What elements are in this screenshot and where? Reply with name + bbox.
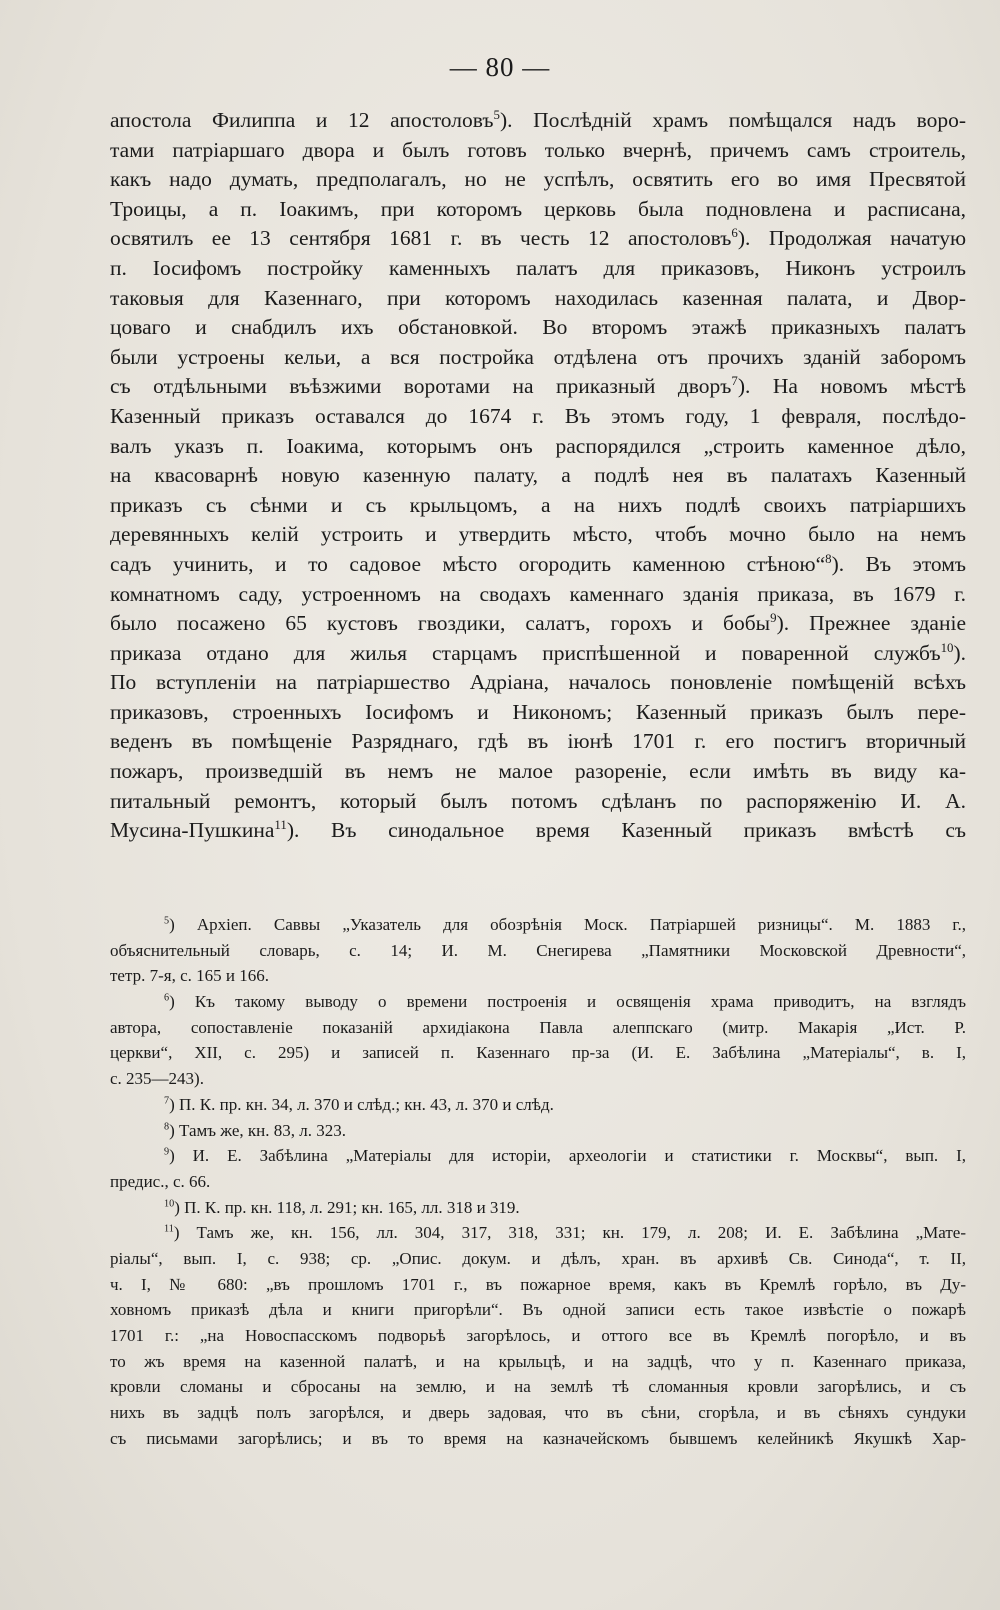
footnote-text: ) Къ такому выводу о времени построенія и освященія храма приводитъ, на взглядъ (169, 992, 966, 1012)
text-line-continuation: ). Продолжая начатую (737, 226, 966, 251)
text-line (110, 816, 966, 846)
footnote-text: съ письмами загорѣлись; и въ то время на казначейскомъ бывшемъ келейникѣ Якушкѣ Хар- (110, 1428, 966, 1448)
footnote-line (110, 1426, 966, 1452)
footnote-line (110, 1400, 966, 1426)
text-line-content: приказа отдано для жилья старцамъ приспѣшенной и поваренной службъ (110, 640, 941, 665)
footnote-marker: 6 (731, 226, 738, 241)
footnote-text: ) П. К. пр. кн. 34, л. 370 и слѣд.; кн. 43, л. 370 и слѣд. (169, 1094, 554, 1114)
footnote-line (110, 1092, 966, 1118)
footnote-line (110, 1040, 966, 1066)
text-line (110, 461, 966, 491)
text-line-content: какъ надо думать, предполагалъ, но не успѣлъ, освятить его во имя Пресвятой (110, 167, 966, 192)
footnote-text: ) И. Е. Забѣлина „Матеріалы для исторіи, археологіи и статистики г. Москвы“, вып. I, (169, 1146, 966, 1166)
footnote-text: автора, сопоставленіе показаній архидіакона Павла алеппскаго (митр. Макарія „Ист. Р. (110, 1017, 966, 1037)
text-line (110, 224, 966, 254)
footnote-marker: 11 (274, 818, 287, 833)
text-line (110, 284, 966, 314)
text-line-continuation: ). Въ этомъ (831, 551, 966, 576)
text-line-content: были устроены кельи, а вся постройка отдѣлена отъ прочихъ зданій заборомъ (110, 344, 966, 369)
text-line (110, 343, 966, 373)
footnote-line (110, 1349, 966, 1375)
footnote-text: с. 235—243). (110, 1069, 204, 1089)
footnote-line (110, 912, 966, 938)
text-line-content: комнатномъ саду, устроенномъ на сводахъ каменнаго зданія приказа, въ 1679 г. (110, 581, 966, 606)
footnote-line (110, 1195, 966, 1221)
text-line-content: приказовъ, строенныхъ Іосифомъ и Никономъ; Казенный приказъ былъ пере- (110, 699, 966, 724)
text-line (110, 580, 966, 610)
footnote-text: ) Тамъ же, кн. 156, лл. 304, 317, 318, 331; кн. 179, л. 208; И. Е. Забѣлина „Мате- (173, 1223, 966, 1243)
footnote-line (110, 938, 966, 964)
footnote-number: 5 (164, 915, 170, 927)
footnote-line (110, 963, 966, 989)
text-line (110, 254, 966, 284)
text-line-content: освятилъ ее 13 сентября 1681 г. въ честь 12 апостоловъ (110, 226, 732, 251)
footnote-text: церкви“, XII, с. 295) и записей п. Казеннаго пр-за (И. Е. Забѣлина „Матеріалы“, в. I, (110, 1043, 966, 1063)
footnote-line (110, 1066, 966, 1092)
text-line-content: Троицы, а п. Іоакимъ, при которомъ церковь была подновлена и расписана, (110, 196, 966, 221)
footnote-text: ) Тамъ же, кн. 83, л. 323. (169, 1120, 346, 1140)
text-line-content: съ отдѣльными въѣзжими воротами на приказный дворъ (110, 374, 732, 399)
text-line-content: цоваго и снабдилъ ихъ обстановкой. Во второмъ этажѣ приказныхъ палатъ (110, 315, 966, 340)
text-line-continuation: ). Въ синодальное время Казенный приказъ вмѣстѣ съ (286, 818, 966, 843)
footnote-number: 10 (164, 1197, 175, 1209)
footnote-text: ч. I, № 680: „въ прошломъ 1701 г., въ пожарное время, какъ въ Кремлѣ горѣло, въ Ду- (110, 1274, 966, 1294)
footnote-text: ховномъ приказѣ дѣла и книги пригорѣли“. Въ одной записи есть такое извѣстіе о пожарѣ (110, 1300, 966, 1320)
footnote-line (110, 1246, 966, 1272)
footnote-number: 8 (164, 1120, 170, 1132)
text-line (110, 698, 966, 728)
text-line (110, 372, 966, 402)
footnotes (110, 912, 966, 1451)
text-line-continuation: ). Послѣдній храмъ помѣщался надъ воро- (499, 108, 966, 132)
text-line-content: Мусина-Пушкина (110, 818, 275, 843)
text-line-content: пожаръ, произведшій въ немъ не малое разореніе, если имѣть въ виду ка- (110, 759, 966, 784)
footnote-line (110, 1323, 966, 1349)
text-line-content: По вступленіи на патріаршество Адріана, началось поновленіе помѣщеній всѣхъ (110, 670, 966, 695)
text-line-content: Казенный приказъ оставался до 1674 г. Въ этомъ году, 1 февраля, послѣдо- (110, 403, 966, 428)
text-line (110, 609, 966, 639)
footnote-line (110, 989, 966, 1015)
text-line-content: садъ учинить, и то садовое мѣсто огородить каменною стѣною“ (110, 551, 826, 576)
footnote-marker: 7 (731, 374, 738, 389)
footnote-line (110, 1143, 966, 1169)
footnote-text: объяснительный словарь, с. 14; И. М. Снегирева „Памятники Московской Древности“, (110, 940, 966, 960)
text-line (110, 402, 966, 432)
footnote-text: ) Архіеп. Саввы „Указатель для обозрѣнія Моск. Патріаршей ризницы“. М. 1883 г., (169, 915, 966, 934)
text-line-content: питальный ремонтъ, который былъ потомъ сдѣланъ по распоряженію И. А. (110, 788, 966, 813)
footnote-text: 1701 г.: „на Новоспасскомъ подворьѣ загорѣлось, и оттого все въ Кремлѣ погорѣло, и въ (110, 1326, 966, 1345)
footnote-text: ріалы“, вып. I, с. 938; ср. „Опис. докум. и дѣлъ, хран. въ архивѣ Св. Синода“, т. II, (110, 1248, 966, 1268)
footnote-marker: 9 (770, 610, 777, 625)
text-line (110, 432, 966, 462)
footnote-text: нихъ въ задцѣ полъ загорѣлся, и дверь задовая, что въ сѣни, сгорѣла, и въ сѣняхъ сундуки (110, 1403, 966, 1423)
footnote-marker: 5 (493, 107, 500, 122)
text-line-continuation: ). На новомъ мѣстѣ (737, 374, 966, 399)
text-line (110, 550, 966, 580)
text-line (110, 165, 966, 195)
footnote-line (110, 1374, 966, 1400)
footnote-line (110, 1297, 966, 1323)
page-number: — 80 — (449, 52, 551, 82)
footnote-number: 6 (164, 992, 170, 1004)
footnote-text: кровли сломаны и сбросаны на землю, и на землѣ тѣ сломанныя кровли загорѣлись, и съ (110, 1377, 966, 1397)
footnote-line (110, 1015, 966, 1041)
footnote-line (110, 1169, 966, 1195)
footnote-line (110, 1220, 966, 1246)
footnote-text: то жъ время на казенной палатѣ, и на крыльцѣ, и на задцѣ, что у п. Казеннаго приказа, (110, 1351, 966, 1371)
text-line-content: приказъ съ сѣнми и съ крыльцомъ, а на нихъ подлѣ своихъ патріаршихъ (110, 492, 966, 517)
text-line (110, 491, 966, 521)
footnote-line (110, 1118, 966, 1144)
footnote-marker: 8 (825, 551, 832, 566)
text-line (110, 313, 966, 343)
text-line (110, 520, 966, 550)
text-line-content: апостола Филиппа и 12 апостоловъ (110, 108, 494, 132)
main-text (110, 106, 966, 846)
text-line-content: деревянныхъ келій устроить и утвердить мѣсто, чтобъ мочно было на немъ (110, 522, 966, 547)
footnote-text: предис., с. 66. (110, 1171, 211, 1191)
text-line-continuation: ). Прежнее зданіе (776, 611, 966, 636)
text-line (110, 195, 966, 225)
text-line-content: тами патріаршаго двора и былъ готовъ только вчернѣ, причемъ самъ строитель, (110, 137, 966, 162)
text-line-continuation: ). (953, 640, 966, 665)
text-line-content: на квасоварнѣ новую казенную палату, а подлѣ нея въ палатахъ Казенный (110, 463, 966, 488)
footnote-text: тетр. 7-я, с. 165 и 166. (110, 966, 269, 986)
text-line (110, 639, 966, 669)
text-line (110, 757, 966, 787)
text-line (110, 106, 966, 136)
text-line (110, 136, 966, 166)
text-line-content: было посажено 65 кустовъ гвоздики, салатъ, горохъ и бобы (110, 611, 771, 636)
text-line (110, 668, 966, 698)
footnote-number: 9 (164, 1146, 170, 1158)
footnote-number: 7 (164, 1095, 170, 1107)
text-line-content: веденъ въ помѣщеніе Разряднаго, гдѣ въ іюнѣ 1701 г. его постигъ вторичный (110, 729, 966, 754)
text-line-content: валъ указъ п. Іоакима, которымъ онъ распорядился „строить каменное дѣло, (110, 433, 966, 458)
text-line-content: таковыя для Казеннаго, при которомъ находилась казенная палата, и Двор- (110, 285, 966, 310)
footnote-number: 11 (164, 1223, 174, 1235)
footnote-marker: 10 (940, 640, 954, 655)
footnote-line (110, 1272, 966, 1298)
text-line (110, 727, 966, 757)
footnote-text: ) П. К. пр. кн. 118, л. 291; кн. 165, лл. 318 и 319. (174, 1197, 520, 1217)
text-line-content: п. Іосифомъ постройку каменныхъ палатъ для приказовъ, Никонъ устроилъ (110, 255, 966, 280)
text-line (110, 787, 966, 817)
